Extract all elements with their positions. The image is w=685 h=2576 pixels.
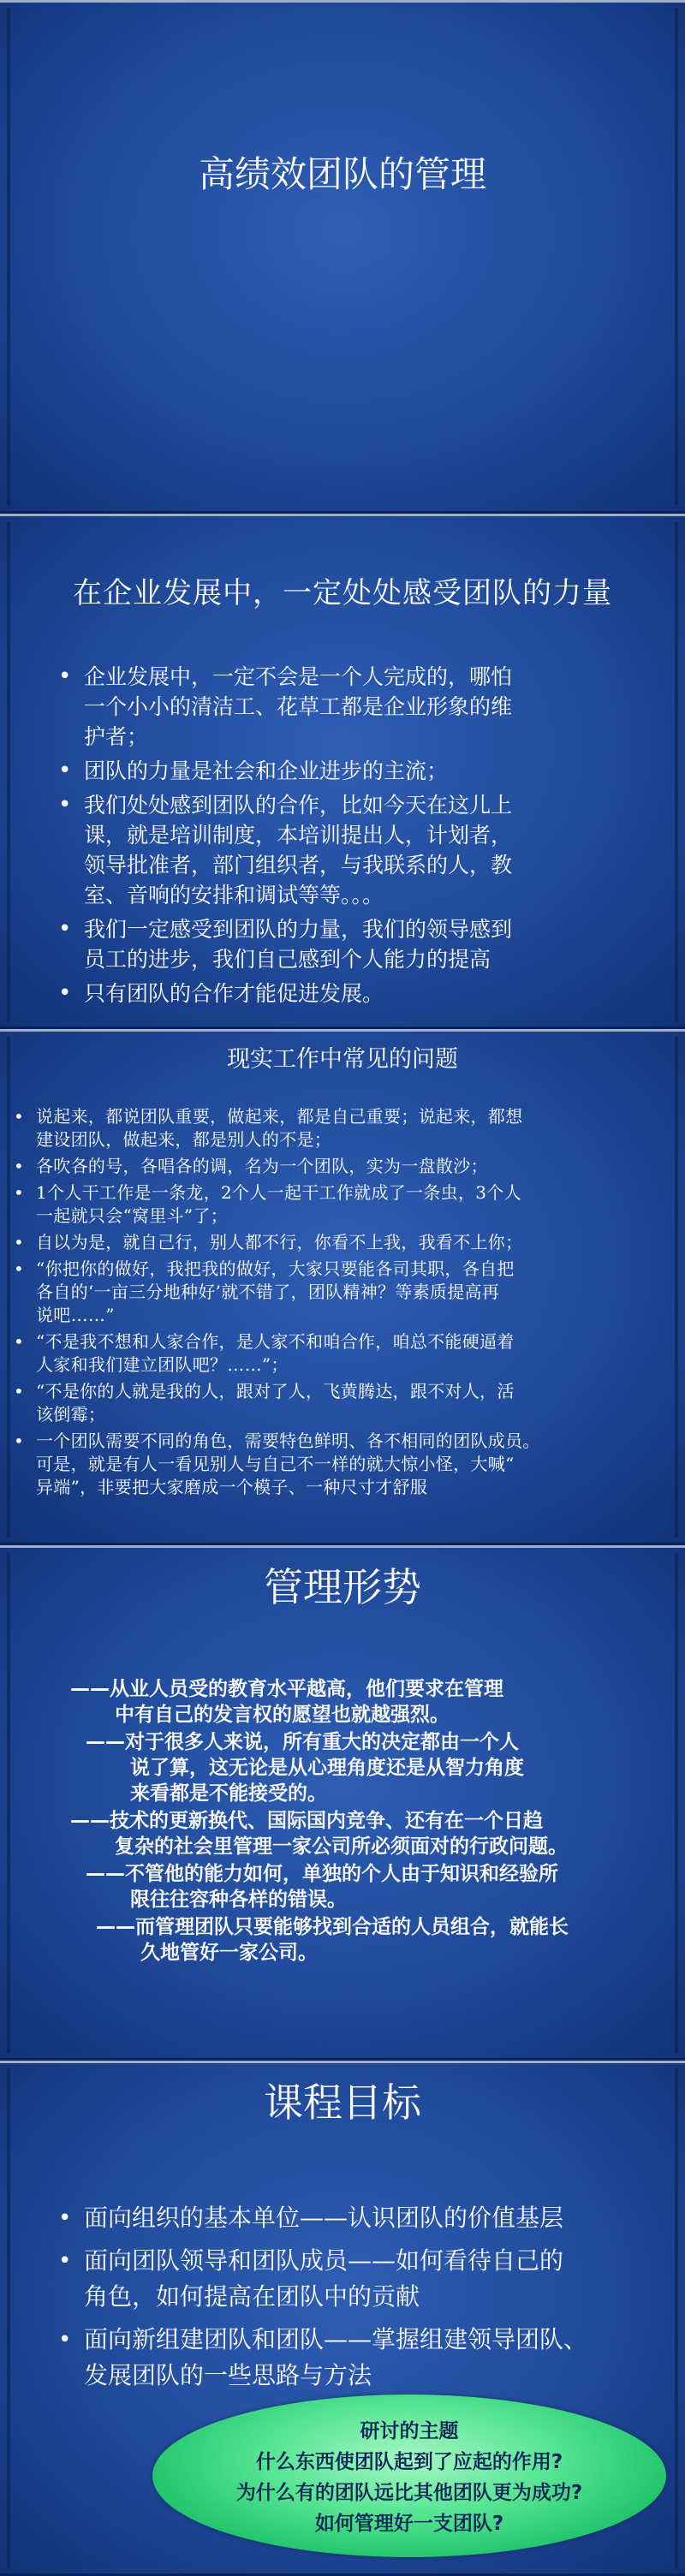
dash-line: 说了算，这无论是从心理角度还是从智力角度 (130, 1757, 524, 1779)
bullet-line: 角色，如何提高在团队中的贡献 (84, 2282, 420, 2311)
bullet-line: 人家和我们建立团队吧？……”； (36, 1354, 289, 1375)
bullet-line: 自以为是，就自己行，别人都不行，你看不上我，我看不上你； (36, 1232, 523, 1252)
bullet-line: 企业发展中，一定不会是一个人完成的，哪怕 (84, 664, 513, 689)
bullet-line: 说吧……” (36, 1305, 115, 1325)
bullet-line: 一个团队需要不同的角色，需要特色鲜明、各不相同的团队成员。 (36, 1431, 540, 1451)
dash-item (60, 1729, 651, 1806)
bullet-item (12, 1105, 678, 1151)
bullet-line: 各自的‘一亩三分地种好’就不错了，团队精神？等素质提高再 (36, 1282, 500, 1302)
bullet-item (51, 979, 642, 1008)
dash-line: ——而管理团队只要能够找到合适的人员组合，就能长 (96, 1916, 569, 1938)
dash-item (60, 1914, 651, 1966)
bullet-line: 课，就是培训制度，本培训提出人，计划者， (84, 823, 513, 848)
bullet-line: 可是，就是有人一看见别人与自己不一样的就大惊小怪，大喊“ (36, 1454, 515, 1474)
slide-4-title: 管理形势 (264, 1564, 421, 1610)
slide-title (0, 0, 685, 514)
slide-2-bullet-list (51, 662, 642, 1013)
slide-5-title: 课程目标 (264, 2079, 421, 2126)
bullet-line: 一起就只会“窝里斗”了； (36, 1205, 229, 1226)
bullet-item (51, 2322, 642, 2394)
bullet-line: “不是我不想和人家合作，是人家不和咱合作，咱总不能硬逼着 (36, 1331, 515, 1352)
dash-line: 中有自己的发言权的愿望也就越强烈。 (115, 1704, 450, 1726)
slide-common-problems (0, 1029, 685, 1545)
bullet-line: 我们一定感受到团队的力量，我们的领导感到 (84, 917, 513, 942)
bullet-item (51, 914, 642, 974)
dash-line: ——不管他的能力如何，单独的个人由于知识和经验所 (86, 1863, 558, 1885)
bullet-line: 只有团队的合作才能促进发展。 (84, 981, 384, 1006)
slide-5-bullet-list (51, 2200, 642, 2400)
bullet-line: 说起来，都说团队重要，做起来，都是自己重要；说起来，都想 (36, 1106, 523, 1127)
bullet-line: 一个小小的清洁工、花草工都是企业形象的维 (84, 694, 513, 719)
bullet-line: 面向组织的基本单位——认识团队的价值基层 (84, 2204, 564, 2232)
dash-line: 来看都是不能接受的。 (130, 1782, 327, 1805)
bullet-item (51, 756, 642, 786)
slide-team-power (0, 514, 685, 1029)
bullet-line: 室、音响的安排和调试等等。。。 (84, 883, 384, 907)
slide-management-situation (0, 1545, 685, 2061)
callout-heading: 研讨的主题 (360, 2420, 459, 2442)
slide-3-title: 现实工作中常见的问题 (227, 1046, 458, 1073)
bullet-line: 1个人干工作是一条龙，2个人一起干工作就成了一条虫，3个人 (36, 1182, 521, 1203)
bullet-item (51, 662, 642, 752)
slide-frame (7, 8, 678, 506)
bullet-line: 该倒霉； (36, 1404, 106, 1425)
dash-line: 限往往容种各样的错误。 (130, 1889, 347, 1911)
callout-line: 为什么有的团队远比其他团队更为成功? (235, 2482, 583, 2504)
bullet-line: “不是你的人就是我的人，跟对了人，飞黄腾达，跟不对人，活 (36, 1381, 515, 1401)
bullet-line: 面向团队领导和团队成员——如何看待自己的 (84, 2246, 564, 2275)
bullet-item (51, 2200, 642, 2236)
dash-line: ——技术的更新换代、国际国内竞争、还有在一个日趋 (70, 1810, 543, 1832)
callout-line: 什么东西使团队起到了应起的作用? (255, 2451, 563, 2473)
bullet-line: “你把你的做好，我把我的做好，大家只要能各司其职，各自把 (36, 1258, 515, 1279)
dash-line: ——对于很多人来说，所有重大的决定都由一个人 (86, 1731, 519, 1753)
dash-item (60, 1676, 651, 1728)
bullet-line: 员工的进步，我们自己感到个人能力的提高 (84, 947, 491, 972)
bullet-item (12, 1430, 678, 1499)
bullet-item (51, 2243, 642, 2315)
dash-line: 久地管好一家公司。 (140, 1942, 318, 1964)
dash-line: 复杂的社会里管理一家公司所必须面对的行政问题。 (115, 1835, 568, 1858)
bullet-line: 团队的力量是社会和企业进步的主流； (84, 759, 449, 783)
discussion-topics-callout (152, 2395, 666, 2557)
dash-item (60, 1861, 651, 1913)
dash-line: ——从业人员受的教育水平越高，他们要求在管理 (70, 1678, 503, 1700)
bullet-item (12, 1231, 678, 1254)
bullet-item (12, 1380, 678, 1426)
bullet-line: 发展团队的一些思路与方法 (84, 2361, 372, 2389)
callout-line: 如何管理好一支团队? (314, 2513, 504, 2535)
bullet-item (12, 1155, 678, 1178)
bullet-item (12, 1330, 678, 1377)
slide-2-title: 在企业发展中，一定处处感受团队的力量 (73, 576, 612, 610)
slide-3-bullet-list (12, 1105, 678, 1502)
bullet-line: 建设团队，做起来，都是别人的不是； (36, 1129, 332, 1150)
bullet-line: 我们处处感到团队的合作，比如今天在这儿上 (84, 793, 513, 818)
bullet-item (12, 1181, 678, 1228)
bullet-item (51, 790, 642, 910)
bullet-line: 面向新组建团队和团队——掌握组建领导团队、 (84, 2325, 588, 2353)
slide-1-title: 高绩效团队的管理 (198, 153, 486, 195)
bullet-line: 护者； (84, 724, 149, 749)
bullet-line: 异端”，非要把大家磨成一个模子、一种尺寸才舒服 (36, 1477, 428, 1497)
bullet-item (12, 1258, 678, 1327)
bullet-line: 领导批准者，部门组织者，与我联系的人，教 (84, 853, 513, 878)
bullet-line: 各吹各的号，各唱各的调，名为一个团队，实为一盘散沙； (36, 1156, 488, 1176)
slide-4-dash-list (60, 1676, 651, 1967)
dash-item (60, 1808, 651, 1859)
